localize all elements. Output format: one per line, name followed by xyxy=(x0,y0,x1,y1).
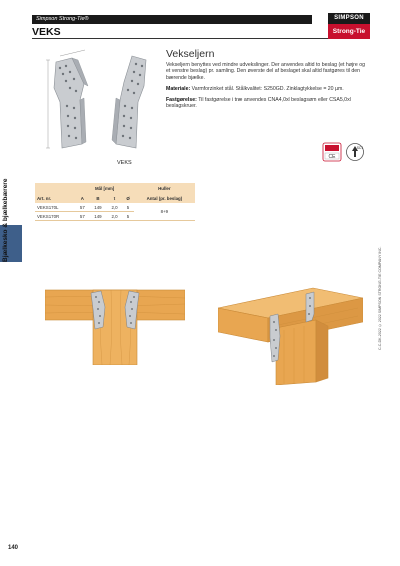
installation-front-illustration xyxy=(45,285,185,365)
cell-a: 57 xyxy=(75,203,89,212)
col-a: A xyxy=(75,193,89,203)
ce-badge-icon xyxy=(322,142,342,162)
col-art: Art. nr. xyxy=(35,193,75,203)
material-spec xyxy=(166,86,366,92)
logo-bottom: Strong-Tie xyxy=(328,24,370,39)
fastener-label: Fastgørelse: xyxy=(166,97,197,103)
material-label: Materiale: xyxy=(166,86,191,92)
col-diameter: Ø xyxy=(122,193,133,203)
material-text: Varmforzinket stål. Stålkvalitet: S250GD. Zinklagtykkelse = 20 µm. xyxy=(190,86,344,92)
copyright-notice: C-C-DK-2022 © 2022 SIMPSON STRONG-TIE COMPANY INC. xyxy=(378,246,382,350)
brand-logo xyxy=(328,13,370,39)
product-code: VEKS xyxy=(32,26,61,38)
col-b: B xyxy=(89,193,106,203)
cell-a: 57 xyxy=(75,212,89,221)
cell-diameter: 5 xyxy=(122,212,133,221)
bracket-figure xyxy=(40,48,158,158)
holes-group-header: Huller xyxy=(134,183,195,193)
cell-t: 2,0 xyxy=(107,203,123,212)
ce-badge-text: CE xyxy=(328,154,336,160)
fastener-spec xyxy=(166,97,366,110)
table-row xyxy=(35,203,195,212)
chapter-tab-label: Bjælkesko & bjælkebærere xyxy=(2,178,9,262)
cell-count: 8+9 xyxy=(134,203,195,221)
cell-b: 149 xyxy=(89,203,106,212)
figure-caption: VEKS xyxy=(117,160,132,166)
col-t: t xyxy=(107,193,123,203)
service-class-icon xyxy=(345,142,365,162)
installation-iso-illustration xyxy=(218,270,363,385)
header-bar xyxy=(32,15,312,24)
cell-diameter: 5 xyxy=(122,203,133,212)
cell-art: VEKS170L xyxy=(35,203,75,212)
header-rule xyxy=(32,38,368,39)
cell-t: 2,0 xyxy=(107,212,123,221)
dims-group-header: Mål [mm] xyxy=(75,183,133,193)
intro-paragraph: Vekseljern benyttes ved mindre udvekslinger. Der anvendes altid to beslag (et højre og et venstre beslag) pr. samling. Den øverste del af beslaget skal altid fastgøres til den bærende bjælke. xyxy=(166,62,365,81)
cell-art: VEKS170R xyxy=(35,212,75,221)
fastener-text: Til fastgørelse i træ anvendes CNA4,0xl beslagsøm eller CSA5,0xl beslagskruer. xyxy=(166,97,351,110)
cell-b: 149 xyxy=(89,212,106,221)
page-number: 140 xyxy=(8,545,19,551)
logo-top: SIMPSON xyxy=(328,13,370,24)
section-title: Vekseljern xyxy=(166,48,215,60)
product-table xyxy=(35,183,195,221)
service-class-text: SC1 xyxy=(356,146,364,150)
col-count: Antal (pr. beslag) xyxy=(134,193,195,203)
series-label: Simpson Strong-Tie® xyxy=(36,16,89,22)
